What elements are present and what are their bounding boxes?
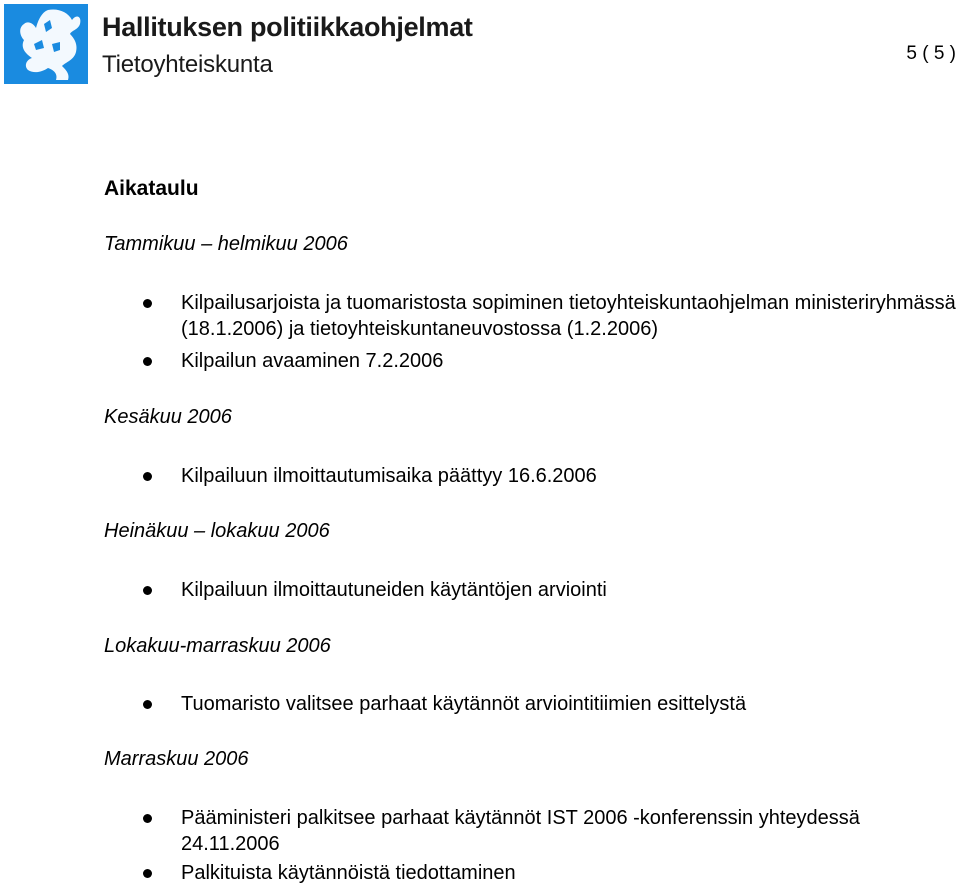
organization-title: Hallituksen politiikkaohjelmat: [102, 12, 473, 42]
list-item: Kilpailuun ilmoittautumisaika päättyy 16.6.2006: [181, 463, 960, 489]
period-heading: Heinäkuu – lokakuu 2006: [104, 520, 330, 542]
period-heading: Tammikuu – helmikuu 2006: [104, 233, 348, 255]
period-heading: Marraskuu 2006: [104, 748, 249, 770]
list-item: Palkituista käytännöistä tiedottaminen: [181, 860, 960, 886]
page-number: 5 ( 5 ): [906, 43, 956, 64]
finnish-government-lion-logo: [4, 4, 88, 84]
list-item: Kilpailun avaaminen 7.2.2006: [181, 348, 960, 374]
lion-icon: [4, 4, 88, 84]
list-item: Pääministeri palkitsee parhaat käytännöt IST 2006 -konferenssin yhteydessä 24.11.2006: [181, 805, 960, 857]
list-item: Kilpailusarjoista ja tuomaristosta sopiminen tietoyhteiskuntaohjelman ministeriryhmässä (18.1.2006) ja tietoyhteiskuntaneuvostossa (1.2.2006): [181, 290, 960, 342]
list-item: Kilpailuun ilmoittautuneiden käytäntöjen arviointi: [181, 577, 960, 603]
list-item: Tuomaristo valitsee parhaat käytännöt arviointitiimien esittelystä: [181, 691, 960, 717]
period-heading: Lokakuu-marraskuu 2006: [104, 635, 331, 657]
section-heading: Aikataulu: [104, 177, 199, 200]
organization-subtitle: Tietoyhteiskunta: [102, 51, 273, 78]
period-heading: Kesäkuu 2006: [104, 406, 232, 428]
